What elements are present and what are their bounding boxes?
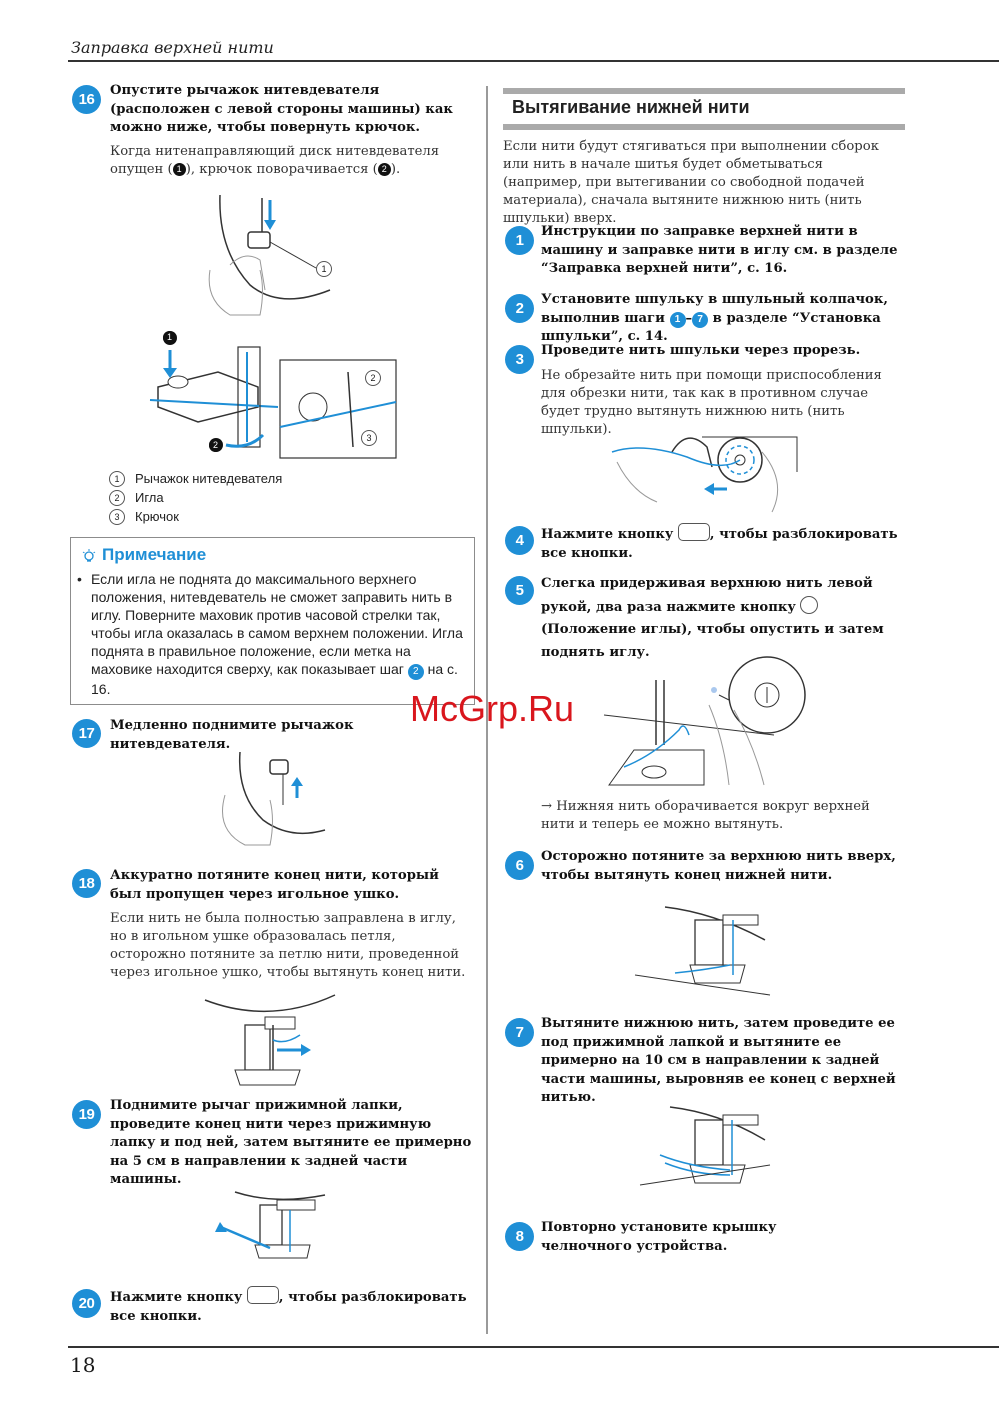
- mark-2-icon: 2: [378, 163, 391, 176]
- step-20-badge: 20: [72, 1289, 101, 1318]
- r-step-1-instruction: Инструкции по заправке верхней нити в машину и заправке нити в иглу см. в разделе “Заправка верхней нити”, с. 16.: [541, 224, 898, 276]
- bobbin-slot-illustration: [612, 432, 802, 517]
- lever-raise-illustration: [215, 750, 325, 850]
- mark-1-icon: 1: [173, 163, 186, 176]
- figure-mark-2: 2: [209, 439, 222, 452]
- presser-foot-lock-button-icon: [678, 523, 710, 541]
- r-step-4-instruction: Нажмите кнопку , чтобы разблокировать все кнопки.: [541, 523, 901, 563]
- step-16-badge: 16: [72, 85, 101, 114]
- r-step-5-badge: 5: [505, 576, 534, 605]
- threader-lever-illustration: [190, 190, 360, 325]
- r-step-7-badge: 7: [505, 1018, 534, 1047]
- r-step-8-instruction: Повторно установите крышку челночного устройства.: [541, 1220, 777, 1254]
- needle-position-button-icon: [800, 596, 818, 614]
- presser-foot-pull-illustration: [215, 1190, 330, 1265]
- r-step-6-badge: 6: [505, 851, 534, 880]
- footer-rule: [68, 1346, 999, 1348]
- r-step-5-result: → Нижняя нить оборачивается вокруг верхней нити и теперь ее можно вытянуть.: [541, 799, 870, 832]
- note-title: Примечание: [102, 545, 207, 564]
- step-17-instruction: Медленно поднимите рычажок нитевдевателя.: [110, 718, 354, 752]
- step-19-badge: 19: [72, 1100, 101, 1129]
- r-step-3-badge: 3: [505, 345, 534, 374]
- pull-lower-thread-illustration: [640, 1105, 770, 1200]
- r-step-5-instruction: Слегка придерживая верхнюю нить левой рукой, два раза нажмите кнопку (Положение иглы), чтобы опустить и затем поднять иглу.: [541, 576, 884, 660]
- step-18-instruction: Аккуратно потяните конец нити, который был пропущен через игольное ушко.: [110, 868, 439, 902]
- step-ref-icon: 1: [670, 312, 686, 328]
- step-18-explanation: Если нить не была полностью заправлена в иглу, но в игольном ушке образовалась петля, осторожно потяните за петлю нити, проведенной через игольное ушко, чтобы вытянуть конец нити.: [110, 911, 466, 980]
- figure-legend: [109, 471, 282, 528]
- figure-mark-1: 1: [163, 331, 176, 344]
- step-19-instruction: Поднимите рычаг прижимной лапки, проведите конец нити через прижимную лапку и под ней, затем вытяните ее примерно на 5 см в направлении к задней части машины.: [110, 1098, 472, 1187]
- watermark: McGrp.Ru: [410, 688, 575, 729]
- step-18-badge: 18: [72, 869, 101, 898]
- step-16-explanation: Когда нитенаправляющий диск нитевдевателя опущен ( 1 ), крючок поворачивается ( 2 ).: [110, 144, 440, 177]
- r-step-2-badge: 2: [505, 294, 534, 323]
- legend-item: 3 Крючок: [109, 509, 282, 528]
- step-20-instruction: Нажмите кнопку , чтобы разблокировать все кнопки.: [110, 1286, 470, 1326]
- presser-foot-lock-button-icon: [247, 1286, 279, 1304]
- step-ref-icon: 2: [408, 664, 424, 680]
- legend-item: 2 Игла: [109, 490, 282, 509]
- step-16-instruction: Опустите рычажок нитевдевателя (расположен с левой стороны машины) как можно ниже, чтобы повернуть крючок.: [110, 83, 453, 135]
- pull-upper-thread-illustration: [635, 905, 770, 1000]
- callout-3: 3: [361, 430, 377, 446]
- section-intro: Если нити будут стягиваться при выполнении сборок или нить в начале шитья будет обметываться (например, при вытегивании со свободной подачей материала), сначала вытяните нижнюю нить (нить шпульки) вверх.: [503, 139, 879, 226]
- r-step-3-instruction: Проведите нить шпульки через прорезь.: [541, 343, 861, 358]
- r-step-4-badge: 4: [505, 526, 534, 555]
- r-step-3-explanation: Не обрезайте нить при помощи приспособления для обрезки нити, так как в противном случае будет трудно вытянуть нижнюю нить (нить шпульки).: [541, 368, 882, 437]
- callout-2: 2: [365, 370, 381, 386]
- note-text: • Если игла не поднята до максимального верхнего положения, нитевдеватель не сможет заправить нить в иглу. Поверните маховик против часовой стрелки так, чтобы игла оказалась в самом верхнем положении. Игла поднята в правильное положение, если метка на маховике находится сверху, как показывает шаг 2 на с. 16.: [77, 571, 463, 697]
- section-bar-top: [503, 88, 905, 94]
- section-title: Вытягивание нижней нити: [512, 97, 750, 117]
- legend-item: 1 Рычажок нитевдевателя: [109, 471, 282, 490]
- page-number: 18: [70, 1353, 96, 1377]
- lightbulb-icon: [82, 549, 96, 565]
- section-bar-bottom: [503, 124, 905, 130]
- pull-thread-end-illustration: [205, 995, 340, 1095]
- r-step-6-instruction: Осторожно потяните за верхнюю нить вверх, чтобы вытянуть конец нижней нити.: [541, 849, 896, 883]
- r-step-7-instruction: Вытяните нижнюю нить, затем проведите ее под прижимной лапкой и вытяните ее примерно на 10 см в направлении к задней части машины, выровняв ее конец с верхней нитью.: [541, 1016, 896, 1105]
- running-header: Заправка верхней нити: [71, 38, 274, 57]
- r-step-8-badge: 8: [505, 1222, 534, 1251]
- callout-1: 1: [316, 261, 332, 277]
- r-step-1-badge: 1: [505, 226, 534, 255]
- needle-position-illustration: [604, 655, 809, 795]
- r-step-2-instruction: Установите шпульку в шпульный колпачок, выполнив шаги 1 – 7 в разделе “Установка шпульки”, с. 14.: [541, 292, 888, 344]
- threader-mechanism-illustration: [148, 332, 398, 462]
- step-ref-icon: 7: [692, 312, 708, 328]
- step-17-badge: 17: [72, 719, 101, 748]
- header-rule: [68, 60, 999, 62]
